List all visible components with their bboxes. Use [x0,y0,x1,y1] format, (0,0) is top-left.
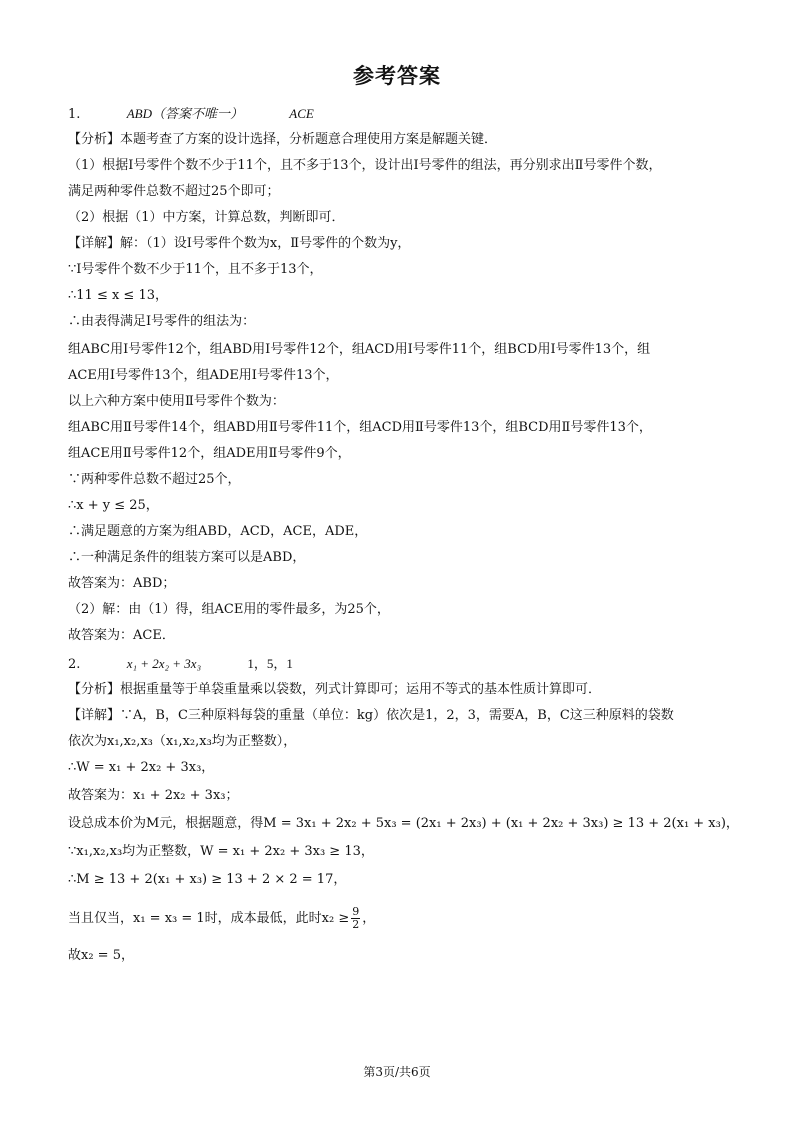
text-line: 组ABC用Ⅱ号零件14个，组ABD用Ⅱ号零件11个，组ACD用Ⅱ号零件13个，组BCD用Ⅱ号零件13个， [68,420,652,435]
text-line: 故答案为：ABD； [68,576,176,591]
question-number: 2. [68,657,81,672]
text-line: 故x₂ = 5， [68,948,134,963]
text-line: 故答案为：ACE． [68,628,175,643]
fraction [351,906,360,931]
text-line: 以上六种方案中使用Ⅱ号零件个数为： [68,394,285,409]
text-line: ∴一种满足条件的组装方案可以是ABD， [68,550,306,565]
text-line: ∴W = x₁ + 2x₂ + 3x₃， [68,760,215,775]
text-line: 设总成本价为M元，根据题意，得M = 3x₁ + 2x₂ + 5x₃ = (2x₁ + 2x₃) + (x₁ + 2x₂ + 3x₃) ≥ 13 + 2(x₁ + x₃)， [68,816,739,831]
text-line: ∵两种零件总数不超过25个， [68,472,241,487]
text-line: （2）解：由（1）得，组ACE用的零件最多，为25个， [68,602,390,617]
text-line: （2）根据（1）中方案，计算总数，判断即可． [68,210,345,225]
text-line: ∵x₁,x₂,x₃均为正整数，W = x₁ + 2x₂ + 3x₃ ≥ 13， [68,844,374,859]
page-title: 参考答案 [353,63,441,88]
text-line: 故答案为：x₁ + 2x₂ + 3x₃； [68,788,239,803]
text-line-with-fraction [68,906,375,931]
fraction-denominator: 2 [352,918,360,931]
text-line: ∴M ≥ 13 + 2(x₁ + x₃) ≥ 13 + 2 × 2 = 17， [68,872,347,887]
text-line: （1）根据Ⅰ号零件个数不少于11个，且不多于13个，设计出Ⅰ号零件的组法，再分别求出Ⅱ号零件个数， [68,158,662,173]
fraction-numerator: 9 [352,905,360,918]
text-line: ∵Ⅰ号零件个数不少于11个，且不多于13个， [68,262,323,277]
text-line: ∴满足题意的方案为组ABD，ACD，ACE，ADE， [68,524,368,539]
text-line: 【分析】本题考查了方案的设计选择，分析题意合理使用方案是解题关键． [68,132,498,147]
text-line: ∴x + y ≤ 25， [68,498,159,513]
text-line: 满足两种零件总数不超过25个即可； [68,184,280,199]
text-line: ACE用Ⅰ号零件13个，组ADE用Ⅰ号零件13个， [68,368,339,383]
text-line: ∴由表得满足Ⅰ号零件的组法为： [68,314,256,329]
answer-1-header [68,105,314,124]
answer-1-blank-2: ACE [289,106,314,121]
text-line: 【详解】∵A，B，C三种原料每袋的重量（单位：kg）依次是1，2，3，需要A，B，C这三种原料的袋数 [68,708,674,723]
answer-2-blank-2: 1，5，1 [247,656,293,671]
text-line: 组ABC用Ⅰ号零件12个，组ABD用Ⅰ号零件12个，组ACD用Ⅰ号零件11个，组BCD用Ⅰ号零件13个，组 [68,342,651,357]
text-line: ∴11 ≤ x ≤ 13， [68,288,169,303]
answer-2-blank-1: x₁ + 2x₂ + 3x₃ [126,656,202,671]
answer-1-blank-1: ABD（答案不唯一） [126,106,243,121]
page-footer: 第3页/共6页 [363,1065,431,1079]
answer-2-header [68,655,293,674]
text-line: 【分析】根据重量等于单袋重量乘以袋数，列式计算即可；运用不等式的基本性质计算即可． [68,682,602,697]
text-line: 【详解】解：（1）设Ⅰ号零件个数为x，Ⅱ号零件的个数为y， [68,236,411,251]
text-line: 依次为x₁,x₂,x₃（x₁,x₂,x₃均为正整数）， [68,734,297,749]
question-number: 1. [68,107,81,122]
text-segment: ， [362,911,376,926]
text-segment: 当且仅当，x₁ = x₃ = 1时，成本最低，此时x₂ ≥ [68,911,350,926]
text-line: 组ACE用Ⅱ号零件12个，组ADE用Ⅱ号零件9个， [68,446,351,461]
